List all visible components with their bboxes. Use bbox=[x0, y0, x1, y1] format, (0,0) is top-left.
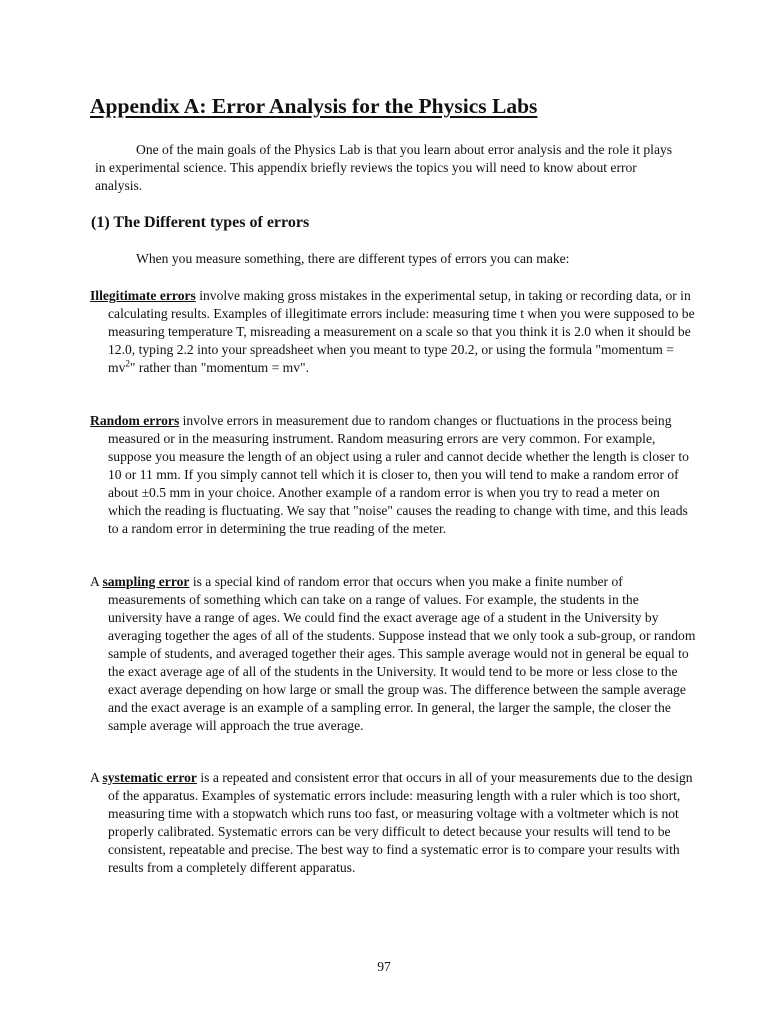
illegitimate-errors-text: involve making gross mistakes in the experimental setup, in taking or recording data, or in calculating results. Examples of illegitimate errors include: measuring time t when you were supposed to be measuring temperature T, misreading a measurement on a scale so that you think it is 2.0 when it should be 12.0, typing 2.2 into your spreadsheet when you meant to type 20.2, or using the formula "momentum = mv bbox=[108, 288, 695, 375]
sampling-error-prefix: A bbox=[90, 574, 103, 589]
section-heading: (1) The Different types of errors bbox=[91, 214, 310, 231]
sampling-error-text: is a special kind of random error that occurs when you make a finite number of measurements of something which can take on a range of values. For example, the students in the university have a range of ages. We could find the exact average age of a student in the University by averaging together the ages of all of the students. Suppose instead that we only took a sub-group, or random sample of students, and averaged together their ages. This sample average would not in general be equal to the exact average age of all of the students in the University. It would tend to be more or less close to the exact average depending on how large or small the group was. The difference between the sample average and the exact average is an example of a sampling error. In general, the larger the sample, the closer the sample average will approach the true average. bbox=[108, 574, 696, 733]
illegitimate-errors-term: Illegitimate errors bbox=[90, 288, 196, 303]
sampling-error-paragraph bbox=[90, 573, 696, 735]
random-errors-text: involve errors in measurement due to random changes or fluctuations in the process being measured or in the measuring instrument. Random measuring errors are very common. For example, suppose you measure the length of an object using a ruler and cannot decide whether the length is closer to 10 or 11 mm. If you simply cannot tell which it is closer to, then you will tend to make a random error of about ±0.5 mm in your choice. Another example of a random error is when you try to read a meter on which the reading is fluctuating. We say that "noise" causes the reading to change with time, and this leads to a random error in determining the true reading of the meter. bbox=[108, 413, 689, 536]
page-title: Appendix A: Error Analysis for the Physics Labs bbox=[90, 94, 538, 118]
superscript-two: 2 bbox=[125, 358, 130, 369]
systematic-error-paragraph bbox=[90, 769, 696, 877]
systematic-error-text: is a repeated and consistent error that occurs in all of your measurements due to the design of the apparatus. Examples of systematic errors include: measuring length with a ruler which is too short, measuring time with a stopwatch which runs too fast, or measuring voltage with a voltmeter which is not properly calibrated. Systematic errors can be very difficult to detect because your results will tend to be consistent, repeatable and precise. The best way to find a systematic error is to compare your results with results from a completely different apparatus. bbox=[108, 770, 693, 875]
sampling-error-term: sampling error bbox=[102, 574, 190, 589]
illegitimate-errors-text-end: " rather than "momentum = mv". bbox=[129, 360, 309, 375]
page-number: 97 bbox=[377, 959, 391, 974]
random-errors-term: Random errors bbox=[90, 413, 180, 428]
random-errors-paragraph bbox=[90, 412, 696, 538]
illegitimate-errors-paragraph bbox=[90, 287, 696, 377]
section-intro: When you measure something, there are different types of errors you can make: bbox=[136, 251, 570, 266]
intro-paragraph: One of the main goals of the Physics Lab is that you learn about error analysis and the role it plays in experimental science. This appendix briefly reviews the topics you will need to know about error analysis. bbox=[95, 142, 673, 193]
systematic-error-prefix: A bbox=[90, 770, 103, 785]
systematic-error-term: systematic error bbox=[102, 770, 197, 785]
